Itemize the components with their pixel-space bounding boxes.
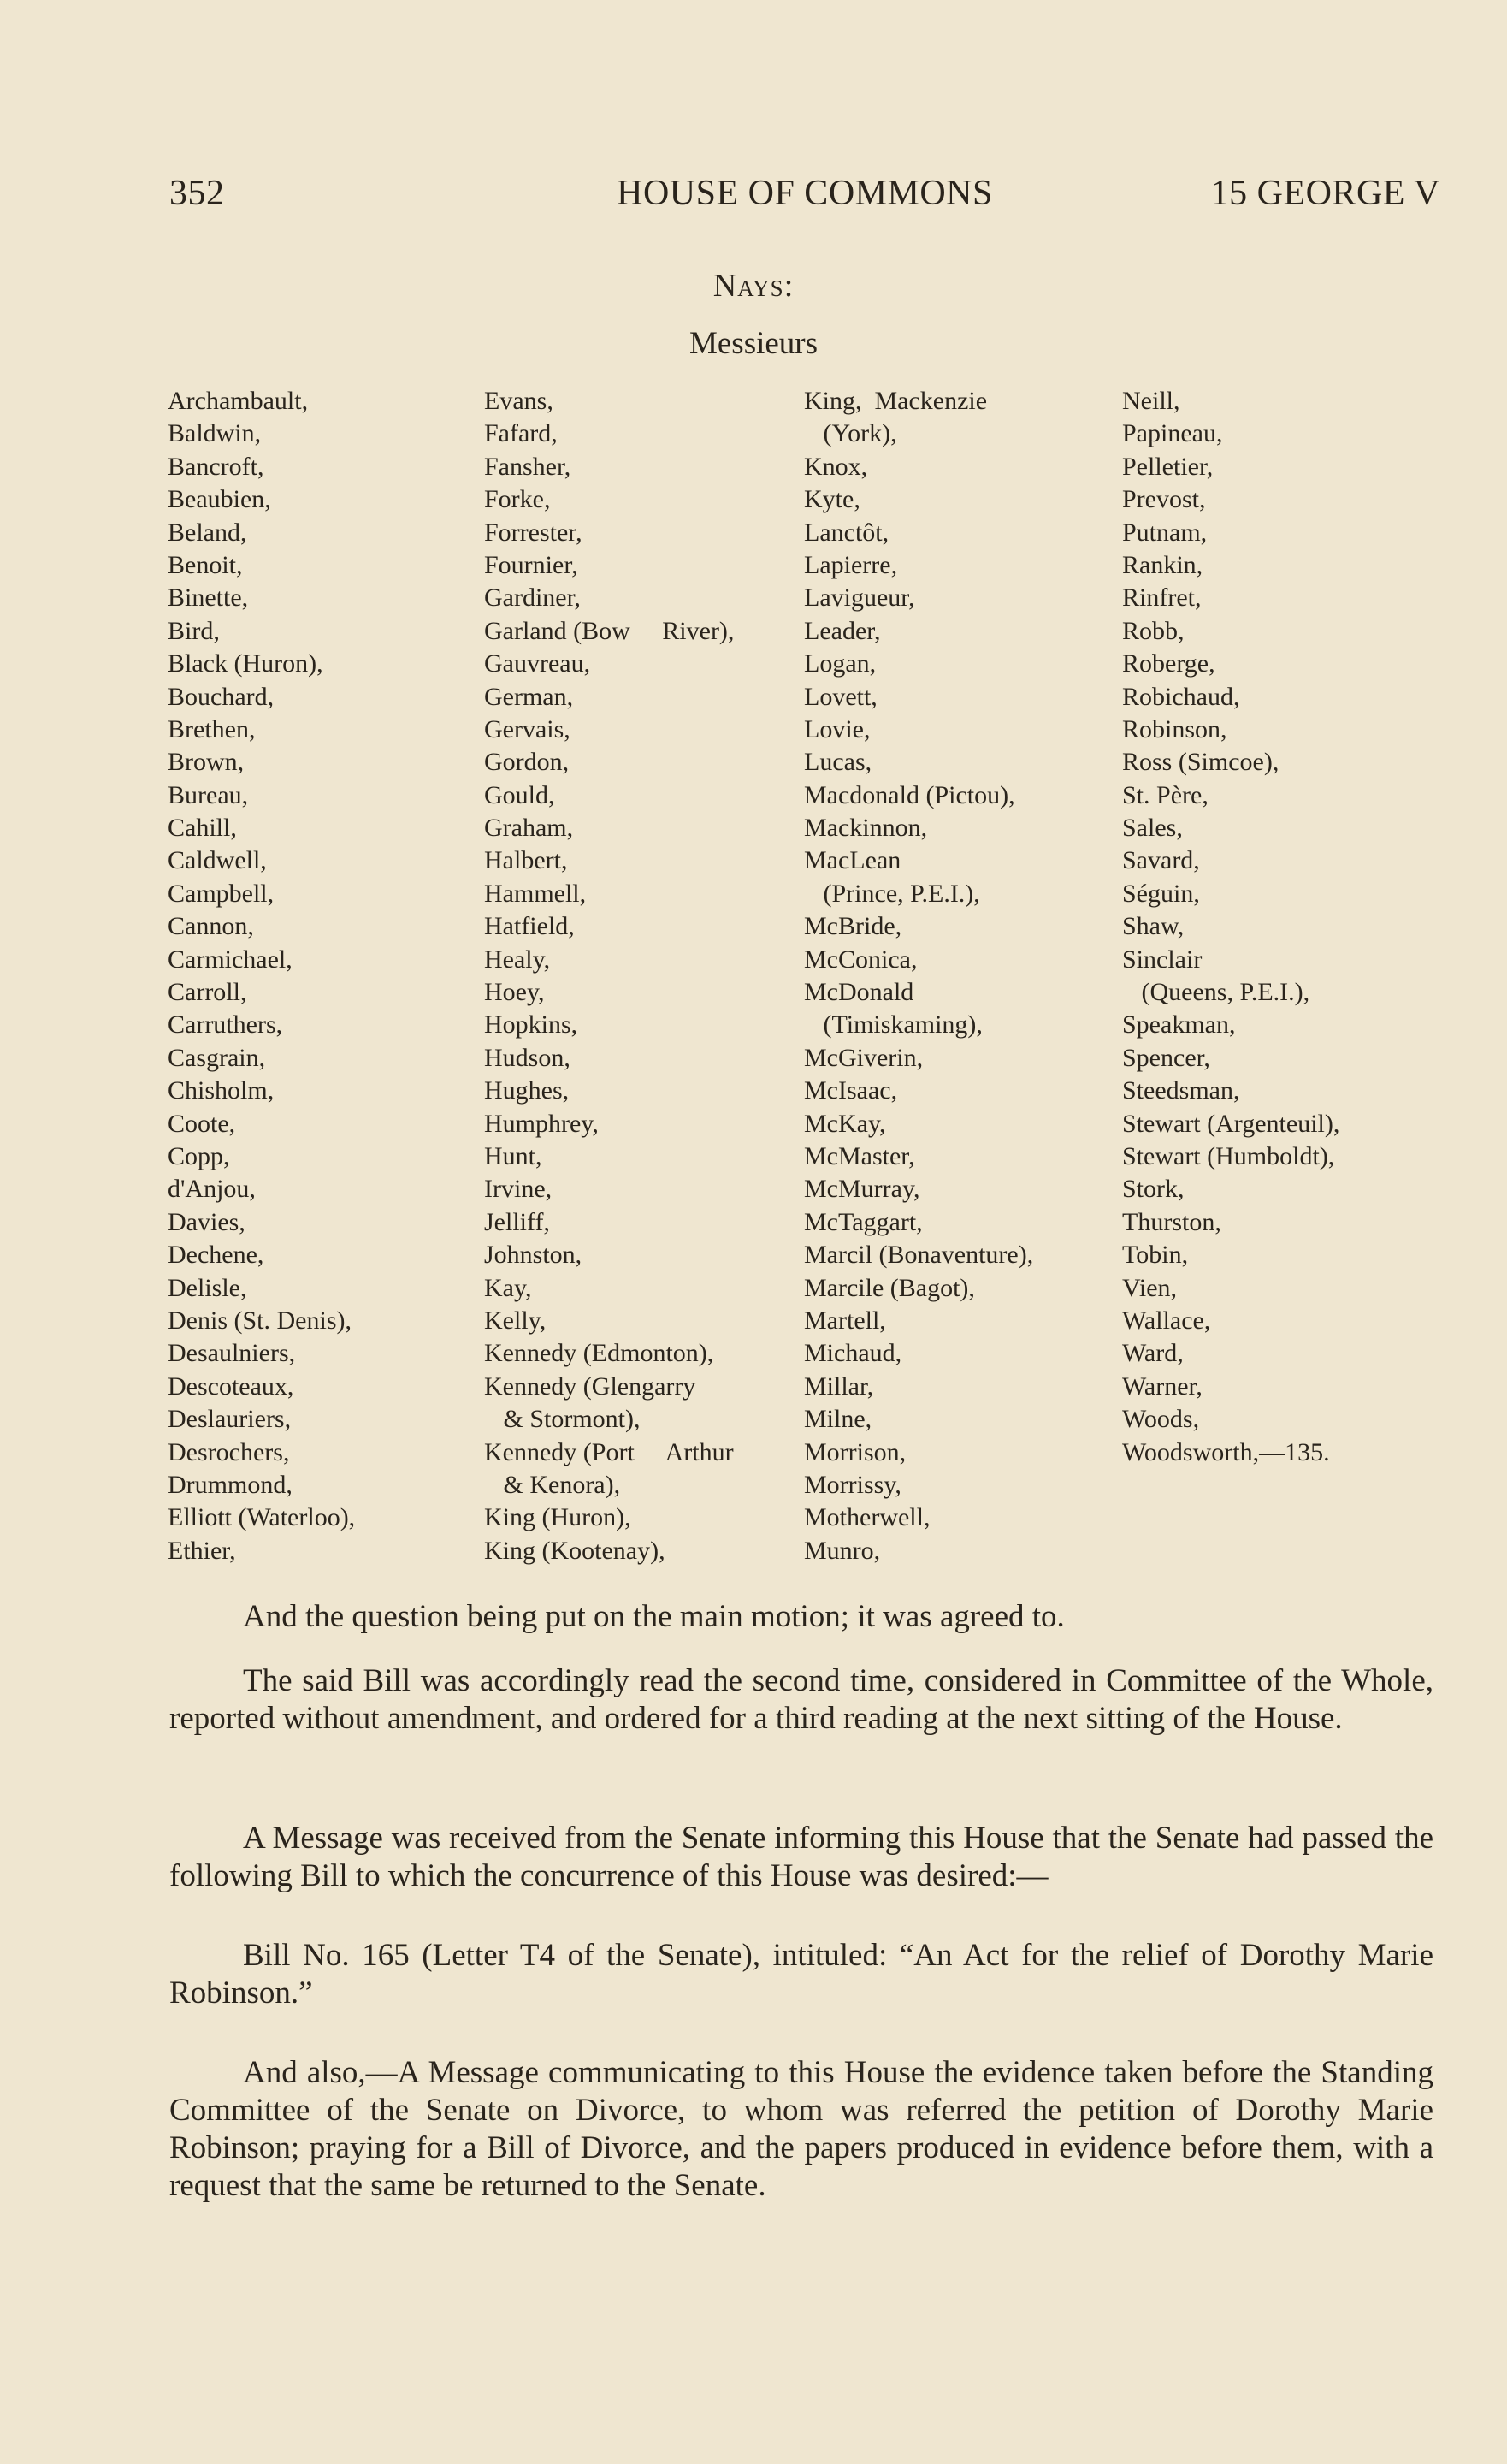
member-name: Kelly, xyxy=(484,1306,547,1335)
member-name: Marcile (Bagot), xyxy=(804,1273,975,1302)
member-name: Carroll, xyxy=(168,978,247,1007)
member-name: Beland, xyxy=(168,518,247,547)
member-name: Caldwell, xyxy=(168,846,267,875)
member-name: McKay, xyxy=(804,1109,886,1138)
member-name: Brown, xyxy=(168,748,245,777)
member-name: McIsaac, xyxy=(804,1076,898,1105)
member-name: Descoteaux, xyxy=(168,1371,294,1401)
member-name: Steedsman, xyxy=(1122,1076,1240,1105)
member-name: Robb, xyxy=(1122,616,1185,645)
member-name: Bouchard, xyxy=(168,682,275,711)
member-name: Lucas, xyxy=(804,748,872,777)
member-name: Desrochers, xyxy=(168,1437,290,1466)
member-name: Denis (St. Denis), xyxy=(168,1306,352,1335)
member-name: Mackinnon, xyxy=(804,814,928,843)
member-name: Baldwin, xyxy=(168,419,262,448)
member-name: Stewart (Argenteuil), xyxy=(1122,1109,1340,1138)
member-name: Beaubien, xyxy=(168,485,271,514)
member-name: Carmichael, xyxy=(168,945,293,974)
member-name: Séguin, xyxy=(1122,879,1200,908)
member-name: Chisholm, xyxy=(168,1076,275,1105)
member-name: Kay, xyxy=(484,1273,532,1302)
member-name: MacLean xyxy=(804,846,901,875)
member-name: Spencer, xyxy=(1122,1043,1210,1072)
member-name: Irvine, xyxy=(484,1175,553,1204)
member-name: Roberge, xyxy=(1122,649,1215,678)
member-name: Woodsworth,—135. xyxy=(1122,1437,1330,1466)
paragraph-text: And the question being put on the main motion; it was agreed to. xyxy=(243,1599,1065,1634)
names-column-1 xyxy=(168,385,355,1567)
member-name: Halbert, xyxy=(484,846,568,875)
names-column-3 xyxy=(804,385,1033,1567)
member-name: Humphrey, xyxy=(484,1109,599,1138)
member-name: Jelliff, xyxy=(484,1207,550,1236)
header-title: HOUSE OF COMMONS xyxy=(617,174,993,213)
messieurs-subheading: Messieurs xyxy=(688,326,819,361)
member-name: Speakman, xyxy=(1122,1010,1236,1040)
member-name: & Kenora), xyxy=(484,1470,621,1499)
member-name: Campbell, xyxy=(168,879,275,908)
member-name: Delisle, xyxy=(168,1273,247,1302)
member-name: Leader, xyxy=(804,616,881,645)
member-name: Hopkins, xyxy=(484,1010,578,1040)
member-name: Gervais, xyxy=(484,714,570,743)
member-name: Hunt, xyxy=(484,1141,542,1170)
member-name: Knox, xyxy=(804,452,868,481)
member-name: Hudson, xyxy=(484,1043,570,1072)
member-name: Vien, xyxy=(1122,1273,1178,1302)
member-name: Brethen, xyxy=(168,714,256,743)
paragraph-bill-165 xyxy=(169,1937,1433,2012)
paragraph-evidence-message xyxy=(169,2054,1433,2205)
member-name: Kennedy (Glengarry xyxy=(484,1371,696,1401)
member-name: Ethier, xyxy=(168,1536,236,1565)
nays-heading: Nays: xyxy=(712,268,795,304)
member-name: Black (Huron), xyxy=(168,649,323,678)
member-name: Hughes, xyxy=(484,1076,570,1105)
member-name: Drummond, xyxy=(168,1470,293,1499)
member-name: Tobin, xyxy=(1122,1241,1189,1270)
member-name: Papineau, xyxy=(1122,419,1223,448)
member-name: Savard, xyxy=(1122,846,1200,875)
member-name: Gould, xyxy=(484,780,555,809)
member-name: King, Mackenzie xyxy=(804,387,988,415)
member-name: Cahill, xyxy=(168,814,237,843)
member-name: McMaster, xyxy=(804,1141,915,1170)
member-name: Milne, xyxy=(804,1405,872,1434)
member-name: Benoit, xyxy=(168,550,243,579)
paragraph-text: A Message was received from the Senate informing this House that the Senate had passed the following Bill to which the concurrence of this House was desired:— xyxy=(169,1821,1433,1893)
member-name: Davies, xyxy=(168,1207,245,1236)
member-name: Hammell, xyxy=(484,879,587,908)
member-name: Warner, xyxy=(1122,1371,1203,1401)
member-name: Desaulniers, xyxy=(168,1339,296,1368)
member-name: Rankin, xyxy=(1122,550,1203,579)
member-name: Kennedy (Port Arthur xyxy=(484,1437,734,1466)
member-name: Motherwell, xyxy=(804,1503,931,1532)
member-name: St. Père, xyxy=(1122,780,1209,809)
member-name: Shaw, xyxy=(1122,912,1185,941)
member-name: Cannon, xyxy=(168,912,254,941)
names-column-4 xyxy=(1122,385,1339,1469)
member-name: Fafard, xyxy=(484,419,558,448)
member-name: Lapierre, xyxy=(804,550,898,579)
member-name: Hoey, xyxy=(484,978,545,1007)
member-name: Bureau, xyxy=(168,780,249,809)
member-name: Stewart (Humboldt), xyxy=(1122,1141,1335,1170)
member-name: Robichaud, xyxy=(1122,682,1240,711)
names-column-2 xyxy=(484,385,734,1567)
member-name: German, xyxy=(484,682,574,711)
member-name: Woods, xyxy=(1122,1405,1200,1434)
member-name: Fournier, xyxy=(484,550,578,579)
member-name: Forke, xyxy=(484,485,551,514)
member-name: Bird, xyxy=(168,616,220,645)
member-name: Lavigueur, xyxy=(804,583,915,613)
member-name: McDonald xyxy=(804,978,914,1007)
member-name: McMurray, xyxy=(804,1175,920,1204)
member-name: (Queens, P.E.I.), xyxy=(1122,978,1310,1007)
member-name: Coote, xyxy=(168,1109,236,1138)
member-name: Lanctôt, xyxy=(804,518,889,547)
member-name: Forrester, xyxy=(484,518,582,547)
member-name: (Prince, P.E.I.), xyxy=(804,879,980,908)
member-name: (York), xyxy=(804,419,897,448)
member-name: Putnam, xyxy=(1122,518,1208,547)
member-name: McBride, xyxy=(804,912,902,941)
paragraph-text: The said Bill was accordingly read the second time, considered in Committee of the Whole, reported without amendment, and ordered for a third reading at the next sitting of the House. xyxy=(169,1663,1433,1736)
member-name: Logan, xyxy=(804,649,877,678)
paragraph-text: And also,—A Message communicating to this House the evidence taken before the Standing Committee of the Senate on Divorce, to whom was referred the petition of Dorothy Marie Robinson; praying for a Bill of Divorce, and the papers produced in evidence before them, with a request that the same be returned to the Senate. xyxy=(169,2055,1433,2203)
member-name: Martell, xyxy=(804,1306,886,1335)
running-header xyxy=(169,173,1440,219)
member-name: Gauvreau, xyxy=(484,649,591,678)
member-name: Gardiner, xyxy=(484,583,581,613)
member-name: Ward, xyxy=(1122,1339,1184,1368)
member-name: d'Anjou, xyxy=(168,1175,256,1204)
member-name: Casgrain, xyxy=(168,1043,266,1072)
member-name: Johnston, xyxy=(484,1241,582,1270)
member-name: Pelletier, xyxy=(1122,452,1214,481)
member-name: Stork, xyxy=(1122,1175,1185,1204)
page-number: 352 xyxy=(169,174,225,213)
paragraph-text: Bill No. 165 (Letter T4 of the Senate), intituled: “An Act for the relief of Dorothy Marie Robinson.” xyxy=(169,1938,1433,2011)
member-name: Lovie, xyxy=(804,714,871,743)
member-name: Binette, xyxy=(168,583,249,613)
member-name: McConica, xyxy=(804,945,918,974)
member-name: Sales, xyxy=(1122,814,1183,843)
member-name: Munro, xyxy=(804,1536,881,1565)
member-name: King (Huron), xyxy=(484,1503,631,1532)
member-name: Healy, xyxy=(484,945,551,974)
member-name: Archambault, xyxy=(168,387,309,415)
member-name: Deslauriers, xyxy=(168,1405,292,1434)
member-name: Dechene, xyxy=(168,1241,264,1270)
member-name: Elliott (Waterloo), xyxy=(168,1503,356,1532)
member-name: Prevost, xyxy=(1122,485,1206,514)
member-name: Morrison, xyxy=(804,1437,907,1466)
member-name: Sinclair xyxy=(1122,945,1203,974)
member-name: Thurston, xyxy=(1122,1207,1221,1236)
member-name: (Timiskaming), xyxy=(804,1010,983,1040)
member-name: Robinson, xyxy=(1122,714,1227,743)
header-reign: 15 GEORGE V xyxy=(1210,174,1440,213)
member-name: Carruthers, xyxy=(168,1010,283,1040)
paragraph-bill-read xyxy=(169,1662,1433,1738)
member-name: Garland (Bow River), xyxy=(484,616,735,645)
member-name: Michaud, xyxy=(804,1339,902,1368)
member-name: Evans, xyxy=(484,387,553,415)
member-name: Kennedy (Edmonton), xyxy=(484,1339,714,1368)
member-name: Ross (Simcoe), xyxy=(1122,748,1279,777)
member-name: Kyte, xyxy=(804,485,860,514)
member-name: McGiverin, xyxy=(804,1043,924,1072)
member-name: Lovett, xyxy=(804,682,878,711)
member-name: Macdonald (Pictou), xyxy=(804,780,1015,809)
paragraph-senate-message xyxy=(169,1820,1433,1895)
member-name: Hatfield, xyxy=(484,912,575,941)
member-name: Morrissy, xyxy=(804,1470,901,1499)
member-name: McTaggart, xyxy=(804,1207,923,1236)
member-name: Copp, xyxy=(168,1141,230,1170)
member-name: Bancroft, xyxy=(168,452,264,481)
member-name: Marcil (Bonaventure), xyxy=(804,1241,1034,1270)
paragraph-question xyxy=(169,1598,1433,1636)
member-name: Gordon, xyxy=(484,748,570,777)
member-name: Fansher, xyxy=(484,452,571,481)
member-name: & Stormont), xyxy=(484,1405,641,1434)
member-name: Neill, xyxy=(1122,387,1180,415)
member-name: Millar, xyxy=(804,1371,874,1401)
member-name: Graham, xyxy=(484,814,574,843)
member-name: Wallace, xyxy=(1122,1306,1211,1335)
member-name: King (Kootenay), xyxy=(484,1536,665,1565)
member-name: Rinfret, xyxy=(1122,583,1202,613)
